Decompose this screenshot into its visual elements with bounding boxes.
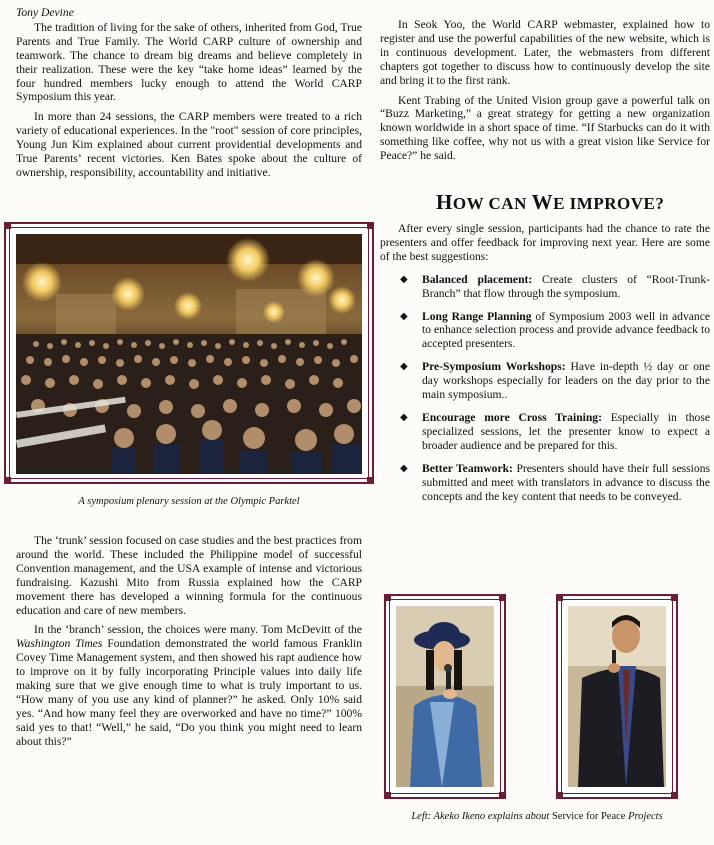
right-column-top [380, 18, 710, 169]
section-heading: HOW CAN WE IMPROVE? [436, 190, 665, 214]
plenary-photo-frame [4, 222, 374, 484]
speaker-image-right [568, 606, 666, 787]
article-paragraph-2: In more than 24 sessions, the CARP members were treated to a rich variety of educational experiences. In the "root" session of core principles, Young Jun Kim explained about current providential developments and True Parents’ recent victories. Ken Bates spoke about the culture of ownership, responsibility, accountability and initiative. [16, 110, 362, 179]
right-paragraph-1: In Seok Yoo, the World CARP webmaster, explained how to register and use the powerful capabilities of the new website, which is in continuous development. Later, the webmasters from different chapters got together to discuss how to continuously develop the site and bring it to the first rank. [380, 18, 710, 87]
suggestions-list [380, 273, 710, 504]
article-paragraph-1: The tradition of living for the sake of others, inherited from God, True Parents and True Family. The World CARP culture of ownership and teamwork. The chance to dream big dreams and believe completely in their realization. These were the key “take home ideas” learned by the four hundred members lucky enough to attend the World CARP Symposium this year. [16, 20, 362, 104]
left-column-bottom [16, 534, 362, 755]
suggestions-intro: After every single session, participants had the chance to rate the presenters and offer feedback for improving next year. Here are some of the best suggestions: [380, 222, 710, 263]
plenary-session-photo [16, 234, 362, 474]
diamond-bullet-icon: ◆ [400, 310, 408, 322]
speaker-photo-caption [382, 810, 692, 824]
speaker-photo-akeko [396, 606, 494, 787]
audience-image [16, 234, 362, 474]
p4-italic-title: Washington Times [16, 637, 103, 651]
diamond-bullet-icon: ◆ [400, 411, 408, 423]
diamond-bullet-icon: ◆ [400, 462, 408, 474]
p4-text-b: Foundation demonstrated the world famous Franklin Covey Time Management system, and then showed his rapt audience how to improve on it by fully incorporating Principle values into daily life making sure that we give enough time to what is truly important to us. “How many of you use any kind of planner?” he asked. Only 10% said yes. “And how many feel they are overworked and have no time?” 100% said yes to that! “Well,” he said, “Do you think you might need to learn about this?” [16, 637, 363, 748]
suggestion-item: ◆ Better Teamwork: Presenters should have their full sessions submitted and meet with translators in advance to discuss the concepts and the key content that needs to be conveyed. [400, 461, 711, 503]
article-paragraph-4 [16, 623, 362, 748]
article-paragraph-3: The ‘trunk’ session focused on case studies and the best practices from around the world. These included the Philippine model of successful Convention management, and the USA example of intense and victorious fundraising. Kazushi Mito from Russia explained how the CARP movement there has developed a winning formula for the continuous education and care of new members. [16, 534, 362, 617]
caption-text-c: Projects [625, 811, 663, 822]
suggestion-item: ◆ Pre-Symposium Workshops: Have in-depth ½ day or one day workshops especially for leaders on the day prior to the main symposium.. [400, 360, 711, 402]
byline: Tony Devine [16, 6, 74, 19]
speaker-photo-male [568, 606, 666, 787]
diamond-bullet-icon: ◆ [400, 361, 408, 373]
speaker-image-left [396, 606, 494, 787]
suggestion-item: ◆ Encourage more Cross Training: Especially in those specialized sessions, let the presenter know to expect a broader audience and be prepared for this. [400, 410, 710, 452]
right-paragraph-2: Kent Trabing of the United Vision group gave a powerful talk on “Buzz Marketing,” a great strategy for getting a new organization known worldwide in a short space of time. “If Starbucks can do it with something like coffee, why not us with a great vision like Service for Peace?” he said. [380, 93, 710, 163]
suggestion-item: ◆ Long Range Planning of Symposium 2003 well in advance to enhance selection process and provide advance feedback to accepted presenters. [400, 309, 710, 351]
caption-text-b: Service for Peace [551, 811, 626, 822]
speaker-photo-frame-right [556, 594, 678, 799]
right-column-suggestions [380, 222, 710, 512]
p4-text-a: In the ‘branch’ session, the choices were many. Tom McDevitt of the [34, 623, 362, 637]
diamond-bullet-icon: ◆ [400, 273, 408, 285]
caption-text-a: Left: Akeko Ikeno explains about [411, 811, 552, 822]
suggestion-item: ◆ Balanced placement: Create clusters of “Root-Trunk-Branch” that flow through the symposium. [400, 272, 710, 300]
left-column-top [16, 6, 362, 186]
plenary-photo-caption: A symposium plenary session at the Olympic Parktel [78, 496, 300, 507]
speaker-photo-frame-left [384, 594, 506, 799]
